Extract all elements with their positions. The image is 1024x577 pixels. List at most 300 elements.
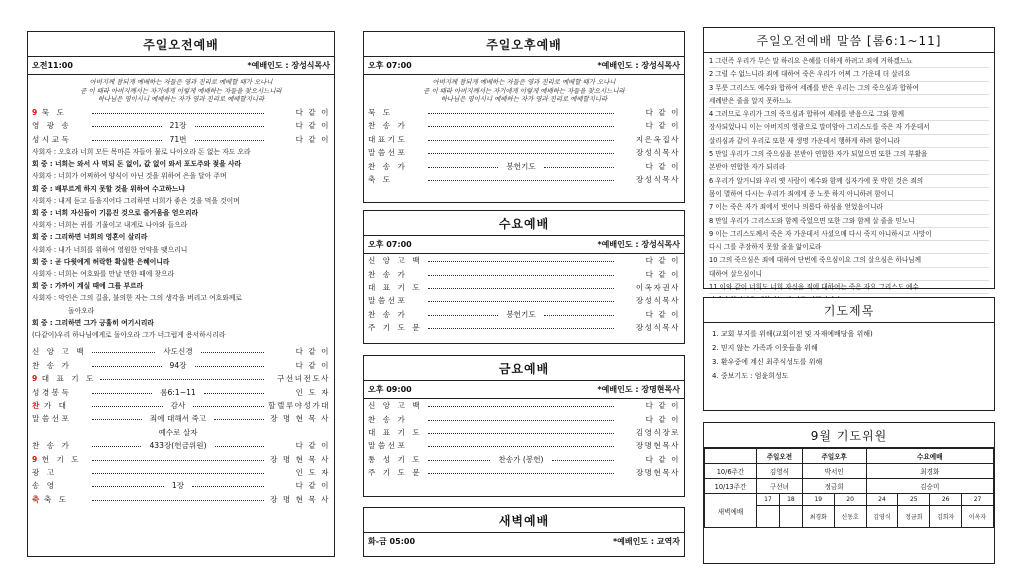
dawn-name <box>779 506 802 528</box>
handwritten-mark: 축 <box>32 494 42 504</box>
leader-dots <box>195 126 265 127</box>
handwritten-mark: 9 <box>32 454 40 464</box>
order-label <box>32 467 88 478</box>
committee-table <box>704 448 994 528</box>
sunday-pm-leader: *예배인도 : 장성식목사 <box>597 61 680 70</box>
scripture-line: 세례받은 줄을 알지 못하느뇨 <box>709 95 989 108</box>
verse-line: 하나님은 영이시니 예배하는 자가 영과 진리로 예배할지니라 <box>97 95 265 104</box>
dawn-name <box>757 506 780 528</box>
order-person: 이옥자권사 <box>635 282 680 292</box>
scripture-line: 대하여 살으심이니 <box>709 268 989 281</box>
leader-dots <box>544 315 614 316</box>
order-person: 김영식장로 <box>635 427 680 437</box>
leader-dots <box>92 366 162 367</box>
leader-dots <box>193 406 264 407</box>
order-person: 다 같 이 <box>645 161 680 171</box>
leader-dots <box>428 126 614 127</box>
order-label <box>368 295 424 306</box>
leader-dots <box>428 433 614 434</box>
leader-dots <box>195 140 265 141</box>
order-label <box>368 400 424 411</box>
order-detail: 죄에 대해서 죽고 <box>149 414 207 424</box>
leader-dots <box>428 261 614 262</box>
leader-dots <box>428 420 614 421</box>
order-person: 다 같 이 <box>295 107 330 117</box>
col-header: 주일오전 <box>757 449 803 464</box>
order-row <box>28 119 334 132</box>
leader-dots <box>92 393 152 394</box>
scripture-title: 주일오전예배 말씀 [롬6:1~11] <box>704 28 994 53</box>
leader-dots <box>428 473 614 474</box>
prayer-item: 4. 중보기도 : 엄윤희성도 <box>712 372 789 380</box>
leader-dots <box>201 352 264 353</box>
order-label-text: 헌 기 도 <box>41 454 82 464</box>
order-person: 다 같 이 <box>645 401 680 411</box>
order-row <box>364 294 684 307</box>
order-label-text: 주 기 도 문 <box>368 468 423 478</box>
responsive-line: 회 중 : 가까이 계실 때에 그를 부르라 <box>32 282 144 291</box>
leader-dots <box>428 301 614 302</box>
order-row <box>364 267 684 280</box>
prayer-item: 1. 교회 부지를 위해(교회이전 및 자재예배당을 위해) <box>712 330 873 338</box>
order-label <box>368 309 424 320</box>
col-header: 주일오후 <box>802 449 866 464</box>
order-label <box>32 413 88 424</box>
order-row <box>28 133 334 146</box>
sunday-pm-verse <box>364 75 684 106</box>
order-row <box>364 173 684 186</box>
friday-order <box>364 399 684 479</box>
order-label-text: 대 표 기 도 <box>368 282 423 292</box>
prayer-section <box>703 297 995 411</box>
responsive-line: (다같이)우리 하나님에게로 돌아오라 그가 너그럽게 용서하시리라 <box>32 331 226 339</box>
friday-time: 오후 09:00 <box>368 385 412 394</box>
handwritten-mark: 찬 <box>32 400 42 410</box>
order-detail: 1장 <box>171 481 185 491</box>
dawn-date: 26 <box>930 494 962 506</box>
scripture-section <box>703 27 995 292</box>
order-label-text: 묵 도 <box>368 107 393 117</box>
order-row <box>28 106 334 119</box>
scripture-line: 7 이는 죽은 자가 죄에서 벗어나 의롭다 하심을 얻었음이니라 <box>709 201 989 214</box>
order-row <box>28 372 334 385</box>
dawn-name: 김희자 <box>930 506 962 528</box>
order-label-text: 송 영 <box>32 481 57 491</box>
leader-dots <box>428 315 498 316</box>
committee-cell: 김승미 <box>866 479 993 494</box>
order-person: 지은옥집사 <box>635 134 680 144</box>
order-person: 장명현목사 <box>635 468 680 478</box>
scripture-line: 살리심과 같이 우리로 또한 새 생명 가운데서 행하게 하려 함이니라 <box>709 135 989 148</box>
wednesday-order <box>364 254 684 334</box>
order-detail: 롬6:1~11 <box>160 387 196 397</box>
scripture-line: 4 그러므로 우리가 그의 죽으심과 합하여 세례를 받음으로 그와 함께 <box>709 108 989 121</box>
dawn-title: 새벽예배 <box>364 508 684 533</box>
order-label-text: 주 기 도 문 <box>368 323 423 333</box>
dawn-date: 27 <box>962 494 994 506</box>
prayer-item: 3. 환우중에 계신 최주식성도를 위해 <box>712 358 823 366</box>
order-person: 다 같 이 <box>645 121 680 131</box>
verse-line: 곧 이 때라 아버지께서는 자기에게 이렇게 예배하는 자들을 찾으시느니라 <box>423 86 625 95</box>
order-label <box>368 454 424 465</box>
order-label <box>368 440 424 451</box>
leader-dots <box>428 460 490 461</box>
leader-dots <box>92 113 264 114</box>
dawn-name: 최경화 <box>802 506 834 528</box>
scripture-text <box>704 53 994 308</box>
order-detail: 433장(헌금위원) <box>149 441 207 451</box>
friday-title: 금요예배 <box>364 356 684 381</box>
order-detail: 71번 <box>169 134 187 144</box>
order-label-text: 찬 송 가 <box>32 360 72 370</box>
scripture-line: 장사되었나니 이는 아버지의 영광으로 말미암아 그리스도를 죽은 자 가운데서 <box>709 121 989 134</box>
friday-header <box>364 381 684 399</box>
order-label-text: 찬 송 가 <box>368 121 408 131</box>
order-row <box>28 399 334 412</box>
order-detail: 21장 <box>169 121 187 131</box>
order-person: 다 같 이 <box>645 269 680 279</box>
leader-dots <box>428 288 614 289</box>
leader-dots <box>92 500 264 501</box>
order-row <box>28 345 334 358</box>
leader-dots <box>215 446 264 447</box>
order-person: 인 도 자 <box>295 387 330 397</box>
dawn-date: 17 <box>757 494 780 506</box>
sunday-am-title: 주일오전예배 <box>28 32 334 57</box>
order-person: 장명현목사 <box>635 441 680 451</box>
order-row <box>28 412 334 425</box>
scripture-line: 10 그의 죽으심은 죄에 대하여 단번에 죽으심이요 그의 살으심은 하나님께 <box>709 254 989 267</box>
order-label-text: 축 도 <box>368 174 393 184</box>
dawn-name: 신동호 <box>834 506 866 528</box>
order-label <box>32 373 96 384</box>
dawn-name: 정금희 <box>898 506 930 528</box>
responsive-reading <box>28 146 334 341</box>
col-header: 수요예배 <box>866 449 993 464</box>
order-row <box>28 493 334 506</box>
order-person: 장성식목사 <box>635 296 680 306</box>
dawn-label: 새벽예배 <box>705 494 757 528</box>
order-row <box>364 439 684 452</box>
leader-dots <box>544 167 614 168</box>
order-label-text: 말씀선포 <box>32 414 72 424</box>
order-label <box>368 427 424 438</box>
order-label-text: 신 앙 고 백 <box>32 347 87 357</box>
scripture-line: 3 무릇 그리스도 예수와 합하여 세례를 받은 우리는 그의 죽으심과 합하여 <box>709 82 989 95</box>
leader-dots <box>428 140 614 141</box>
dawn-date: 25 <box>898 494 930 506</box>
sunday-am-leader: *예배인도 : 장성식목사 <box>247 61 330 70</box>
leader-dots <box>92 419 142 420</box>
order-person: 다 같 이 <box>295 481 331 491</box>
order-row <box>364 426 684 439</box>
handwritten-mark: 9 <box>32 374 40 384</box>
order-person: 다 같 이 <box>295 347 330 357</box>
order-row <box>364 412 684 425</box>
order-label <box>32 120 88 131</box>
committee-cell: 최경화 <box>866 464 993 479</box>
leader-dots <box>428 446 614 447</box>
leader-dots <box>428 153 614 154</box>
order-detail: 예수로 살자 <box>158 427 198 437</box>
order-label <box>368 107 424 118</box>
order-person: 다 같 이 <box>645 454 680 464</box>
dawn-date: 18 <box>779 494 802 506</box>
responsive-line: 회 중 : 곧 다윗에게 허락한 확실한 은혜이니라 <box>32 257 170 266</box>
sunday-am-section <box>27 31 335 557</box>
dawn-date: 19 <box>802 494 834 506</box>
order-label <box>32 107 88 118</box>
friday-leader: *예배인도 : 장명현목사 <box>597 385 680 394</box>
order-label-text: 신 앙 고 백 <box>368 401 423 411</box>
order-person: 할렐루야성가대 <box>268 400 331 410</box>
dawn-leader: *예배인도 : 교역자 <box>612 537 680 546</box>
scripture-line: 6 우리가 알거니와 우리 옛 사람이 예수와 함께 십자가에 못 박힌 것은 죄의 <box>709 175 989 188</box>
sunday-pm-title: 주일오후예배 <box>364 32 684 57</box>
verse-line: 아버지께 참되게 예배하는 자들은 영과 진리로 예배할 때가 오나니 <box>89 78 273 86</box>
order-person: 다 같 이 <box>645 256 680 266</box>
wednesday-section <box>363 210 685 344</box>
order-person: 장성식목사 <box>635 174 680 184</box>
responsive-line: 돌아오라 <box>68 306 95 315</box>
wednesday-header <box>364 236 684 254</box>
dawn-time: 화-금 05:00 <box>368 537 416 546</box>
order-row <box>364 466 684 479</box>
scripture-line: 몸이 멸하여 다시는 우리가 죄에게 종 노릇 하지 아니하려 함이니 <box>709 188 989 201</box>
order-label-text: 대 표 기 도 <box>41 374 96 384</box>
order-label-text: 말씀선포 <box>368 296 408 306</box>
week-label: 10/6주간 <box>705 464 757 479</box>
order-label-text: 찬 송 가 <box>368 309 408 319</box>
dawn-section <box>363 507 685 557</box>
sunday-am-time: 오전11:00 <box>32 61 73 70</box>
leader-dots <box>195 366 265 367</box>
sunday-am-verse <box>28 75 334 106</box>
leader-dots <box>428 113 614 114</box>
leader-dots <box>92 352 155 353</box>
leader-dots <box>552 460 614 461</box>
order-row <box>364 453 684 466</box>
responsive-line: 사회자 : 너희는 귀를 기울이고 내게로 나아와 들으라 <box>32 221 188 230</box>
order-row <box>364 133 684 146</box>
order-label <box>368 161 424 172</box>
scripture-line: 2 그럴 수 없느니라 죄에 대하여 죽은 우리가 어찌 그 가운데 더 살리요 <box>709 68 989 81</box>
responsive-line: 사회자 : 너희는 여호와를 만날 만한 때에 찾으라 <box>32 269 175 278</box>
order-person: 장 명 현 목 사 <box>270 454 330 464</box>
order-row <box>28 466 334 479</box>
leader-dots <box>428 167 498 168</box>
dawn-header <box>364 533 684 550</box>
order-row <box>364 146 684 159</box>
order-label-text: 대 표 기 도 <box>368 427 423 437</box>
order-label-text: 영 광 송 <box>32 121 72 131</box>
responsive-line: 회 중 : 너희 자신들이 기름진 것으로 즐거움을 얻으리라 <box>32 208 199 217</box>
order-row <box>28 359 334 372</box>
order-label-text: 대표기도 <box>368 134 408 144</box>
leader-dots <box>428 180 614 181</box>
order-person: 다 같 이 <box>295 360 330 370</box>
order-person: 다 같 이 <box>645 414 680 424</box>
order-label-text: 말씀선포 <box>368 148 408 158</box>
order-label-text: 말씀선포 <box>368 441 408 451</box>
order-label <box>368 269 424 280</box>
responsive-line: 사회자 : 악인은 그의 길을, 불의한 자는 그의 생각을 버리고 여호와께로 <box>32 294 242 303</box>
order-label <box>368 467 424 478</box>
order-label <box>32 134 88 145</box>
verse-line: 곧 이 때라 아버지께서는 자기에게 이렇게 예배하는 자들을 찾으시느니라 <box>80 86 282 95</box>
order-person: 다 같 이 <box>295 134 330 144</box>
order-detail: 봉헌기도 <box>506 309 536 319</box>
order-label-text: 성경봉독 <box>32 387 72 397</box>
leader-dots <box>100 379 264 380</box>
leader-dots <box>92 126 162 127</box>
committee-cell: 박서인 <box>802 464 866 479</box>
order-label-text: 찬 송 가 <box>368 161 408 171</box>
sunday-pm-order <box>364 106 684 186</box>
handwritten-mark: 9 <box>32 107 40 117</box>
order-row <box>364 281 684 294</box>
order-label-text: 성시교독 <box>32 134 72 144</box>
leader-dots <box>92 460 264 461</box>
order-row <box>364 308 684 321</box>
order-detail: 94장 <box>169 360 187 370</box>
order-person: 다 같 이 <box>295 121 330 131</box>
order-row <box>28 452 334 465</box>
dawn-date: 20 <box>834 494 866 506</box>
wednesday-title: 수요예배 <box>364 211 684 236</box>
scripture-line: 1 그런즉 우리가 무슨 말 하리요 은혜를 더하게 하려고 죄에 거하겠느뇨 <box>709 55 989 68</box>
order-row <box>28 426 334 439</box>
order-label-text: 광 고 <box>32 467 57 477</box>
responsive-line: 회 중 : 그리하면 그가 긍휼히 여기시리라 <box>32 318 154 327</box>
prayer-title: 기도제목 <box>704 298 994 323</box>
order-label <box>368 255 424 266</box>
order-row <box>364 399 684 412</box>
dawn-name: 이옥자 <box>962 506 994 528</box>
leader-dots <box>92 140 162 141</box>
order-row <box>28 385 334 398</box>
order-label <box>368 174 424 185</box>
order-label <box>32 400 88 411</box>
leader-dots <box>428 328 614 329</box>
order-detail: 감사 <box>170 400 186 410</box>
order-label-text: 축 도 <box>43 494 69 504</box>
wednesday-time: 오후 07:00 <box>368 240 412 249</box>
order-person: 장 명 현 목 사 <box>270 494 330 504</box>
scripture-line: 8 만일 우리가 그리스도와 함께 죽었으면 또한 그와 함께 살 줄을 믿노니 <box>709 215 989 228</box>
order-detail: 찬송가 (봉헌) <box>498 454 544 464</box>
week-label: 10/13주간 <box>705 479 757 494</box>
order-label <box>32 387 88 398</box>
order-label-text: 묵 도 <box>41 107 67 117</box>
order-detail: 사도신경 <box>163 347 193 357</box>
order-person: 인 도 자 <box>295 467 330 477</box>
sunday-pm-time: 오후 07:00 <box>368 61 412 70</box>
order-row <box>364 159 684 172</box>
leader-dots <box>92 473 264 474</box>
prayer-list <box>704 323 994 387</box>
corner-cell <box>705 449 757 464</box>
scripture-line: 11 이와 같이 너희도 너희 자신을 죄에 대하여는 죽은 자요 그리스도 예수 <box>709 281 989 294</box>
order-row <box>364 254 684 267</box>
sunday-pm-section <box>363 31 685 203</box>
order-label <box>32 454 88 465</box>
friday-section <box>363 355 685 497</box>
order-label-text: 찬 송 가 <box>368 414 408 424</box>
order-label-text: 통 성 기 도 <box>368 454 423 464</box>
order-label-text: 찬 송 가 <box>32 441 72 451</box>
order-person: 다 같 이 <box>295 441 331 451</box>
order-label <box>368 147 424 158</box>
order-person: 구선녀전도사 <box>276 374 330 384</box>
leader-dots <box>428 275 614 276</box>
order-label <box>368 282 424 293</box>
order-label <box>368 322 424 333</box>
order-person: 장성식목사 <box>635 323 680 333</box>
responsive-line: 사회자 : 내게 듣고 들을지어다 그리하면 너희가 좋은 것을 먹을 것이며 <box>32 196 240 205</box>
sunday-am-order-top <box>28 106 334 146</box>
leader-dots <box>92 486 164 487</box>
committee-title: 9월 기도위원 <box>704 423 994 448</box>
dawn-name: 김영식 <box>866 506 898 528</box>
leader-dots <box>92 406 163 407</box>
order-label <box>32 440 88 451</box>
order-row <box>364 106 684 119</box>
sunday-am-order-bottom <box>28 345 334 506</box>
order-person: 장성식목사 <box>635 148 680 158</box>
committee-cell: 김영식 <box>757 464 803 479</box>
responsive-line: 사회자 : 너희가 어찌하여 양식이 아닌 것을 위하여 은을 달아 주며 <box>32 172 227 181</box>
leader-dots <box>92 446 141 447</box>
order-detail: 봉헌기도 <box>506 161 536 171</box>
order-label <box>368 134 424 145</box>
order-label <box>32 360 88 371</box>
order-label <box>32 480 88 491</box>
order-label <box>32 346 88 357</box>
prayer-item: 2. 믿지 않는 가족과 이웃들을 위해 <box>712 344 818 352</box>
order-row <box>364 321 684 334</box>
verse-line: 아버지께 참되게 예배하는 자들은 영과 진리로 예배할 때가 오나니 <box>432 78 616 86</box>
committee-section <box>703 422 995 564</box>
scripture-line: 5 만일 우리가 그의 죽으심을 본받아 연합한 자가 되었으면 또한 그의 부활을 <box>709 148 989 161</box>
verse-line: 하나님은 영이시니 예배하는 자가 영과 진리로 예배할지니라 <box>440 95 608 104</box>
order-row <box>364 119 684 132</box>
responsive-line: 회 중 : 너희는 와서 사 먹되 돈 없이, 값 없이 와서 포도주와 젖을 사라 <box>32 160 242 169</box>
order-label <box>32 494 88 505</box>
order-person: 다 같 이 <box>645 107 680 117</box>
responsive-line: 사회자 : 내가 너희를 위하여 영원한 언약을 맺으리니 <box>32 245 188 254</box>
scripture-line: 9 이는 그리스도께서 죽은 자 가운데서 사셨으매 다시 죽지 아니하시고 사망이 <box>709 228 989 241</box>
order-person: 장 명 현 목 사 <box>270 414 330 424</box>
order-row <box>28 439 334 452</box>
order-label-text: 찬 송 가 <box>368 269 408 279</box>
responsive-line: 회 중 : 배부르게 하지 못할 것을 위하여 수고하느냐 <box>32 184 185 193</box>
order-label <box>368 414 424 425</box>
responsive-line: 회 중 : 그리하면 너희의 영혼이 살리라 <box>32 233 148 242</box>
dawn-date: 24 <box>866 494 898 506</box>
scripture-line: 다시 그를 주장하지 못할 줄을 앎이로라 <box>709 241 989 254</box>
committee-cell: 구선녀 <box>757 479 803 494</box>
order-row <box>28 479 334 492</box>
order-person: 다 같 이 <box>645 309 680 319</box>
leader-dots <box>428 406 614 407</box>
leader-dots <box>204 393 264 394</box>
sunday-am-header <box>28 57 334 75</box>
committee-cell: 정금희 <box>802 479 866 494</box>
sunday-pm-header <box>364 57 684 75</box>
order-label <box>368 120 424 131</box>
scripture-line: 본받아 연합한 자가 되리라 <box>709 161 989 174</box>
